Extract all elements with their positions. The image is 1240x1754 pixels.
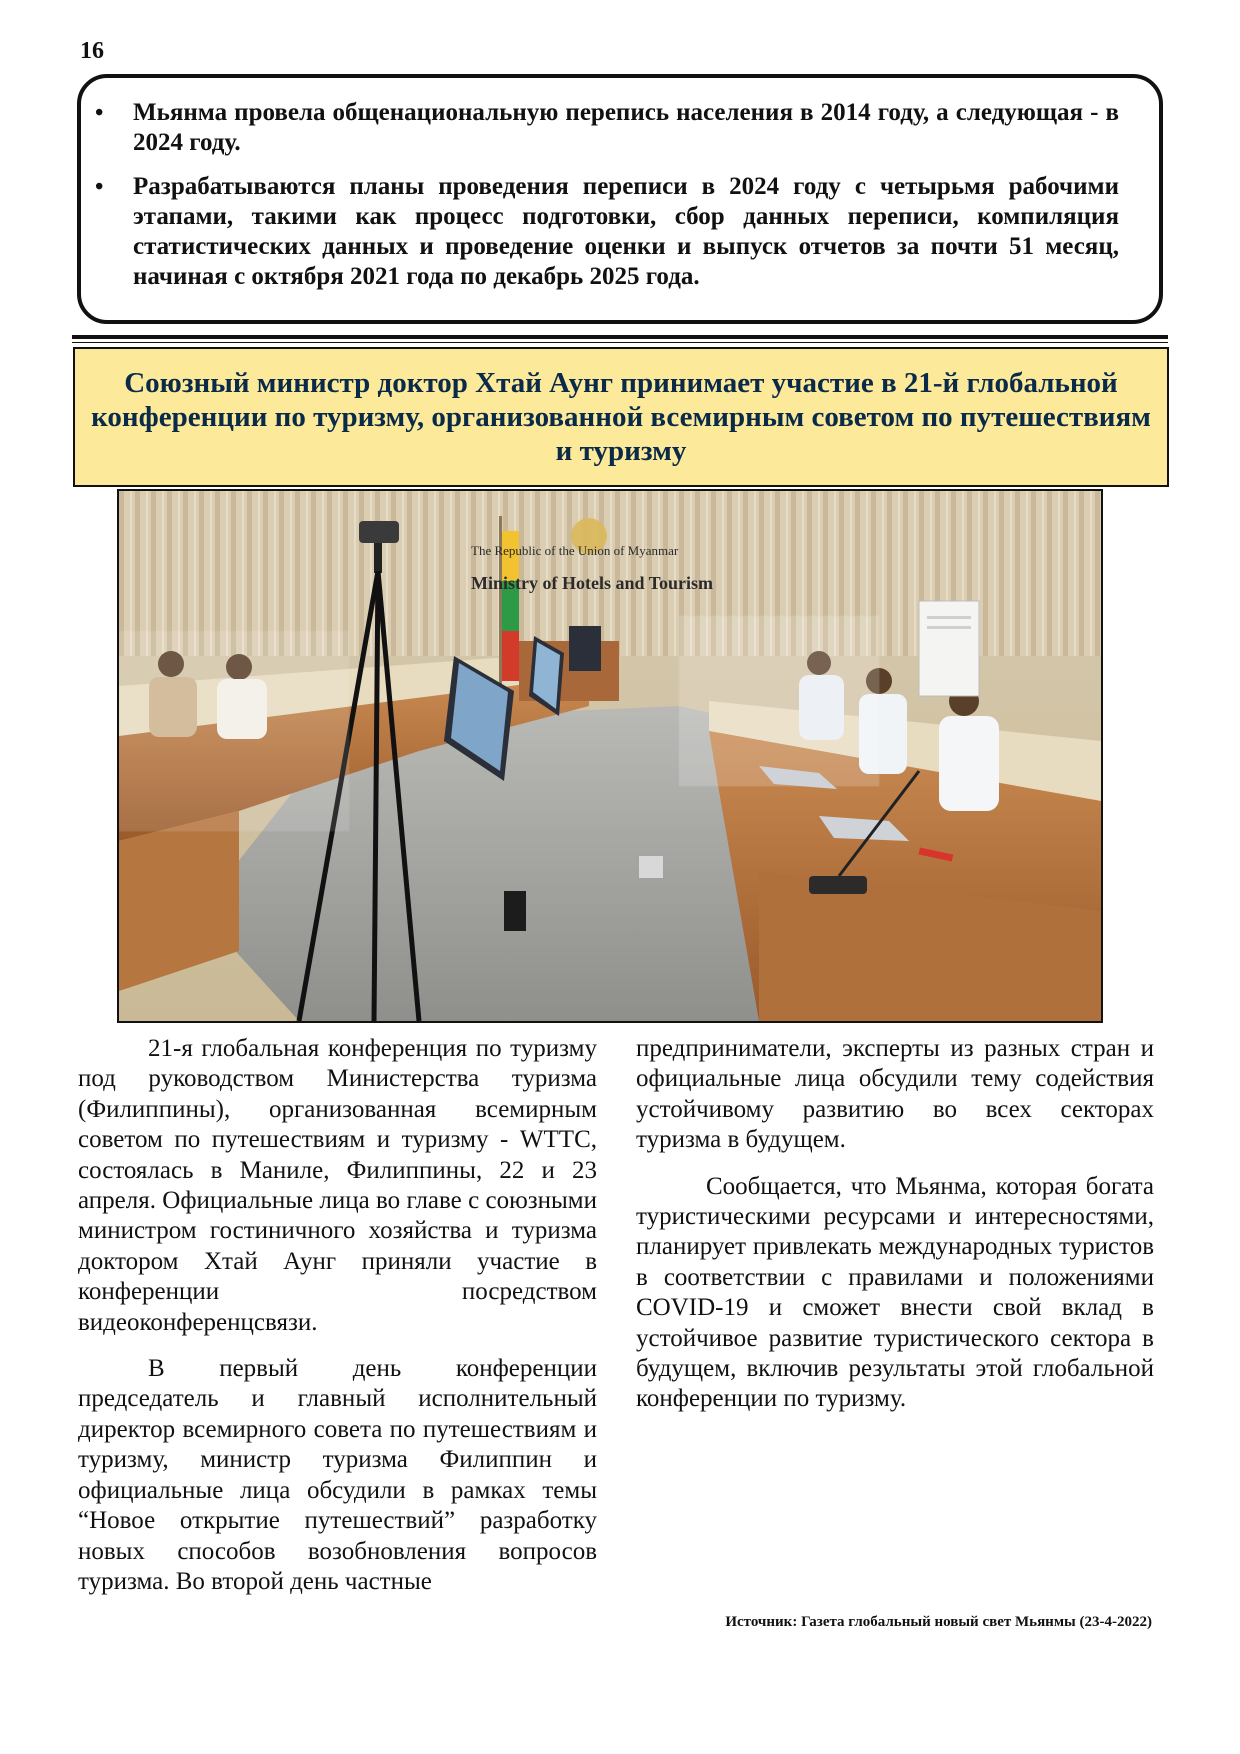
article-photo <box>117 489 1103 1023</box>
bullet-icon: • <box>95 174 104 200</box>
wall-sign-line2: Ministry of Hotels and Tourism <box>471 573 714 593</box>
summary-item <box>95 98 1119 158</box>
summary-box <box>77 74 1163 324</box>
section-divider-thin <box>72 342 1168 343</box>
article-column-right <box>636 1034 1154 1431</box>
article-paragraph: предприниматели, эксперты из разных стран и официальные лица обсудили тему содействия устойчивому развитию во всех секторах туризма в будущем. <box>636 1035 1154 1154</box>
summary-list <box>81 78 1159 292</box>
article-column-left <box>78 1034 597 1613</box>
summary-item-text: Разрабатываются планы проведения переписи в 2024 году с четырьмя рабочими этапами, такими как процесс подготовки, сбор данных переписи, компиляция статистических данных и проведение оценки и выпуск отчетов за почти 51 месяц, начиная с октября 2021 года по декабрь 2025 года. <box>133 173 1119 290</box>
page-number: 16 <box>80 38 104 64</box>
article-paragraph: 21-я глобальная конференция по туризму под руководством Министерства туризма (Филиппины), организованная всемирным советом по путешествиям и туризму - WTTC, состоялась в Маниле, Филиппины, 22 и 23 апреля. Официальные лица во главе с союзными министром гостиничного хозяйства и туризма доктором Хтай Аунг приняли участие в конференции посредством видеоконференцсвязи. <box>78 1035 597 1336</box>
bullet-icon: • <box>95 100 104 126</box>
wall-sign-line1: The Republic of the Union of Myanmar <box>471 543 679 558</box>
article-paragraph: В первый день конференции председатель и главный исполнительный директор всемирного совета по путешествиям и туризму, министр туризма Филиппин и официальные лица обсудили в рамках темы “Новое открытие путешествий” разработку новых способов возобновления вопросов туризма. Во второй день частные <box>78 1355 597 1595</box>
headline-box <box>73 347 1169 487</box>
summary-item-text: Мьянма провела общенациональную перепись населения в 2014 году, а следующая - в 2024 году. <box>133 99 1119 156</box>
section-divider <box>72 335 1168 339</box>
source-credit: Источник: Газета глобальный новый свет Мьянмы (23-4-2022) <box>725 1614 1152 1630</box>
article-paragraph: Сообщается, что Мьянма, которая богата туристическими ресурсами и интересностями, планирует привлекать международных туристов в соответствии с правилами и положениями COVID-19 и сможет внести свой вклад в устойчивое развитие туристического сектора в будущем, включив результаты этой глобальной конференции по туризму. <box>636 1172 1154 1413</box>
article-headline: Союзный министр доктор Хтай Аунг принимает участие в 21-й глобальной конференции по туризму, организованной всемирным советом по путешествиям и туризму <box>91 367 1151 467</box>
conference-room-photo <box>119 491 1101 1021</box>
summary-item <box>95 172 1119 292</box>
